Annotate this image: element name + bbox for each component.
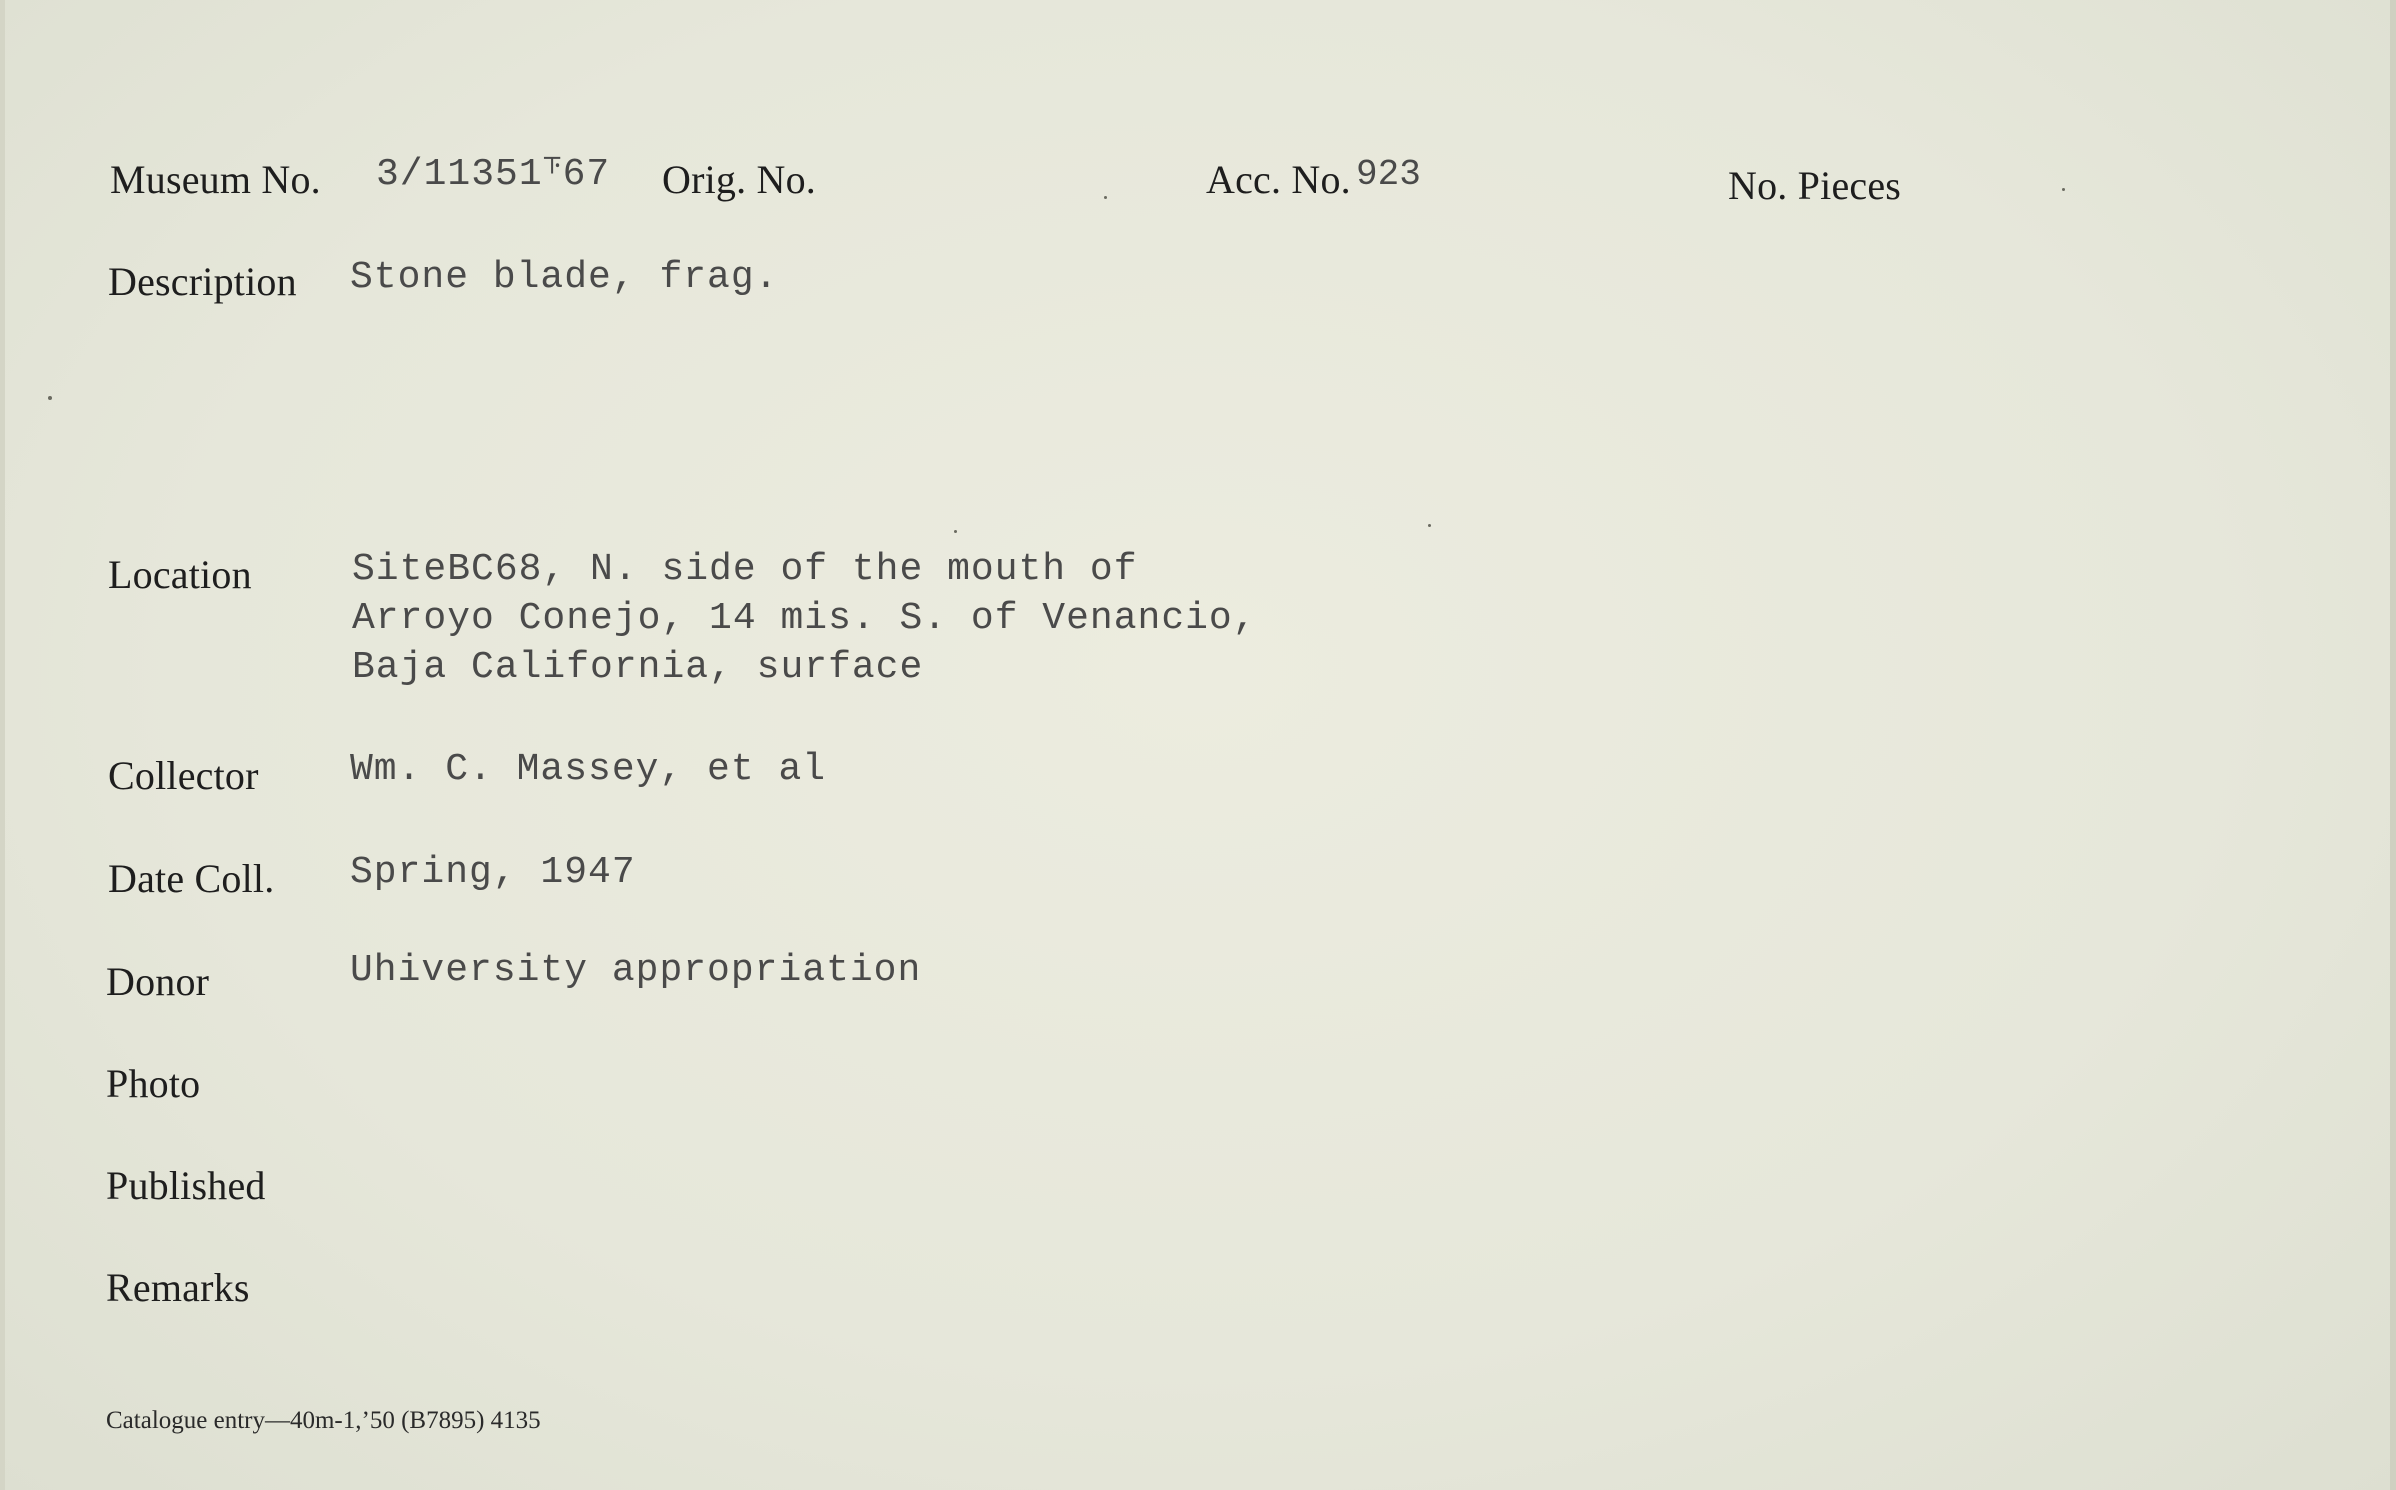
remarks-label: Remarks — [106, 1265, 250, 1310]
paper-speck — [2062, 188, 2065, 191]
donor-value: Uhiversity appropriation — [350, 949, 922, 992]
paper-speck — [1104, 196, 1107, 199]
collector-value: Wm. C. Massey, et al — [350, 748, 827, 791]
acc-no-label: Acc. No. — [1206, 157, 1351, 202]
acc-no-value: 923 — [1356, 154, 1421, 195]
paper-speck — [48, 396, 52, 400]
date-coll-value: Spring, 1947 — [350, 851, 636, 894]
card-left-edge — [0, 0, 5, 1490]
date-coll-label: Date Coll. — [108, 856, 275, 901]
donor-label: Donor — [106, 959, 210, 1004]
photo-label: Photo — [106, 1061, 201, 1106]
no-pieces-label: No. Pieces — [1728, 163, 1902, 208]
location-label: Location — [108, 552, 252, 597]
paper-speck — [954, 530, 957, 533]
collector-label: Collector — [108, 753, 259, 798]
museum-no-value: 3/11351⸇67 — [376, 153, 611, 196]
orig-no-label: Orig. No. — [662, 157, 817, 202]
card-right-edge — [2390, 0, 2396, 1490]
location-line-2: Arroyo Conejo, 14 mis. S. of Venancio, — [352, 597, 1257, 640]
paper-speck — [1428, 524, 1431, 527]
location-line-1: SiteBC68, N. side of the mouth of — [352, 548, 1138, 591]
published-label: Published — [106, 1163, 266, 1208]
description-value: Stone blade, frag. — [350, 256, 779, 299]
location-line-3: Baja California, surface — [352, 646, 924, 689]
museum-no-label: Museum No. — [110, 157, 321, 202]
catalogue-footer: Catalogue entry—40m-1,’50 (B7895) 4135 — [106, 1407, 541, 1434]
description-label: Description — [108, 259, 297, 304]
